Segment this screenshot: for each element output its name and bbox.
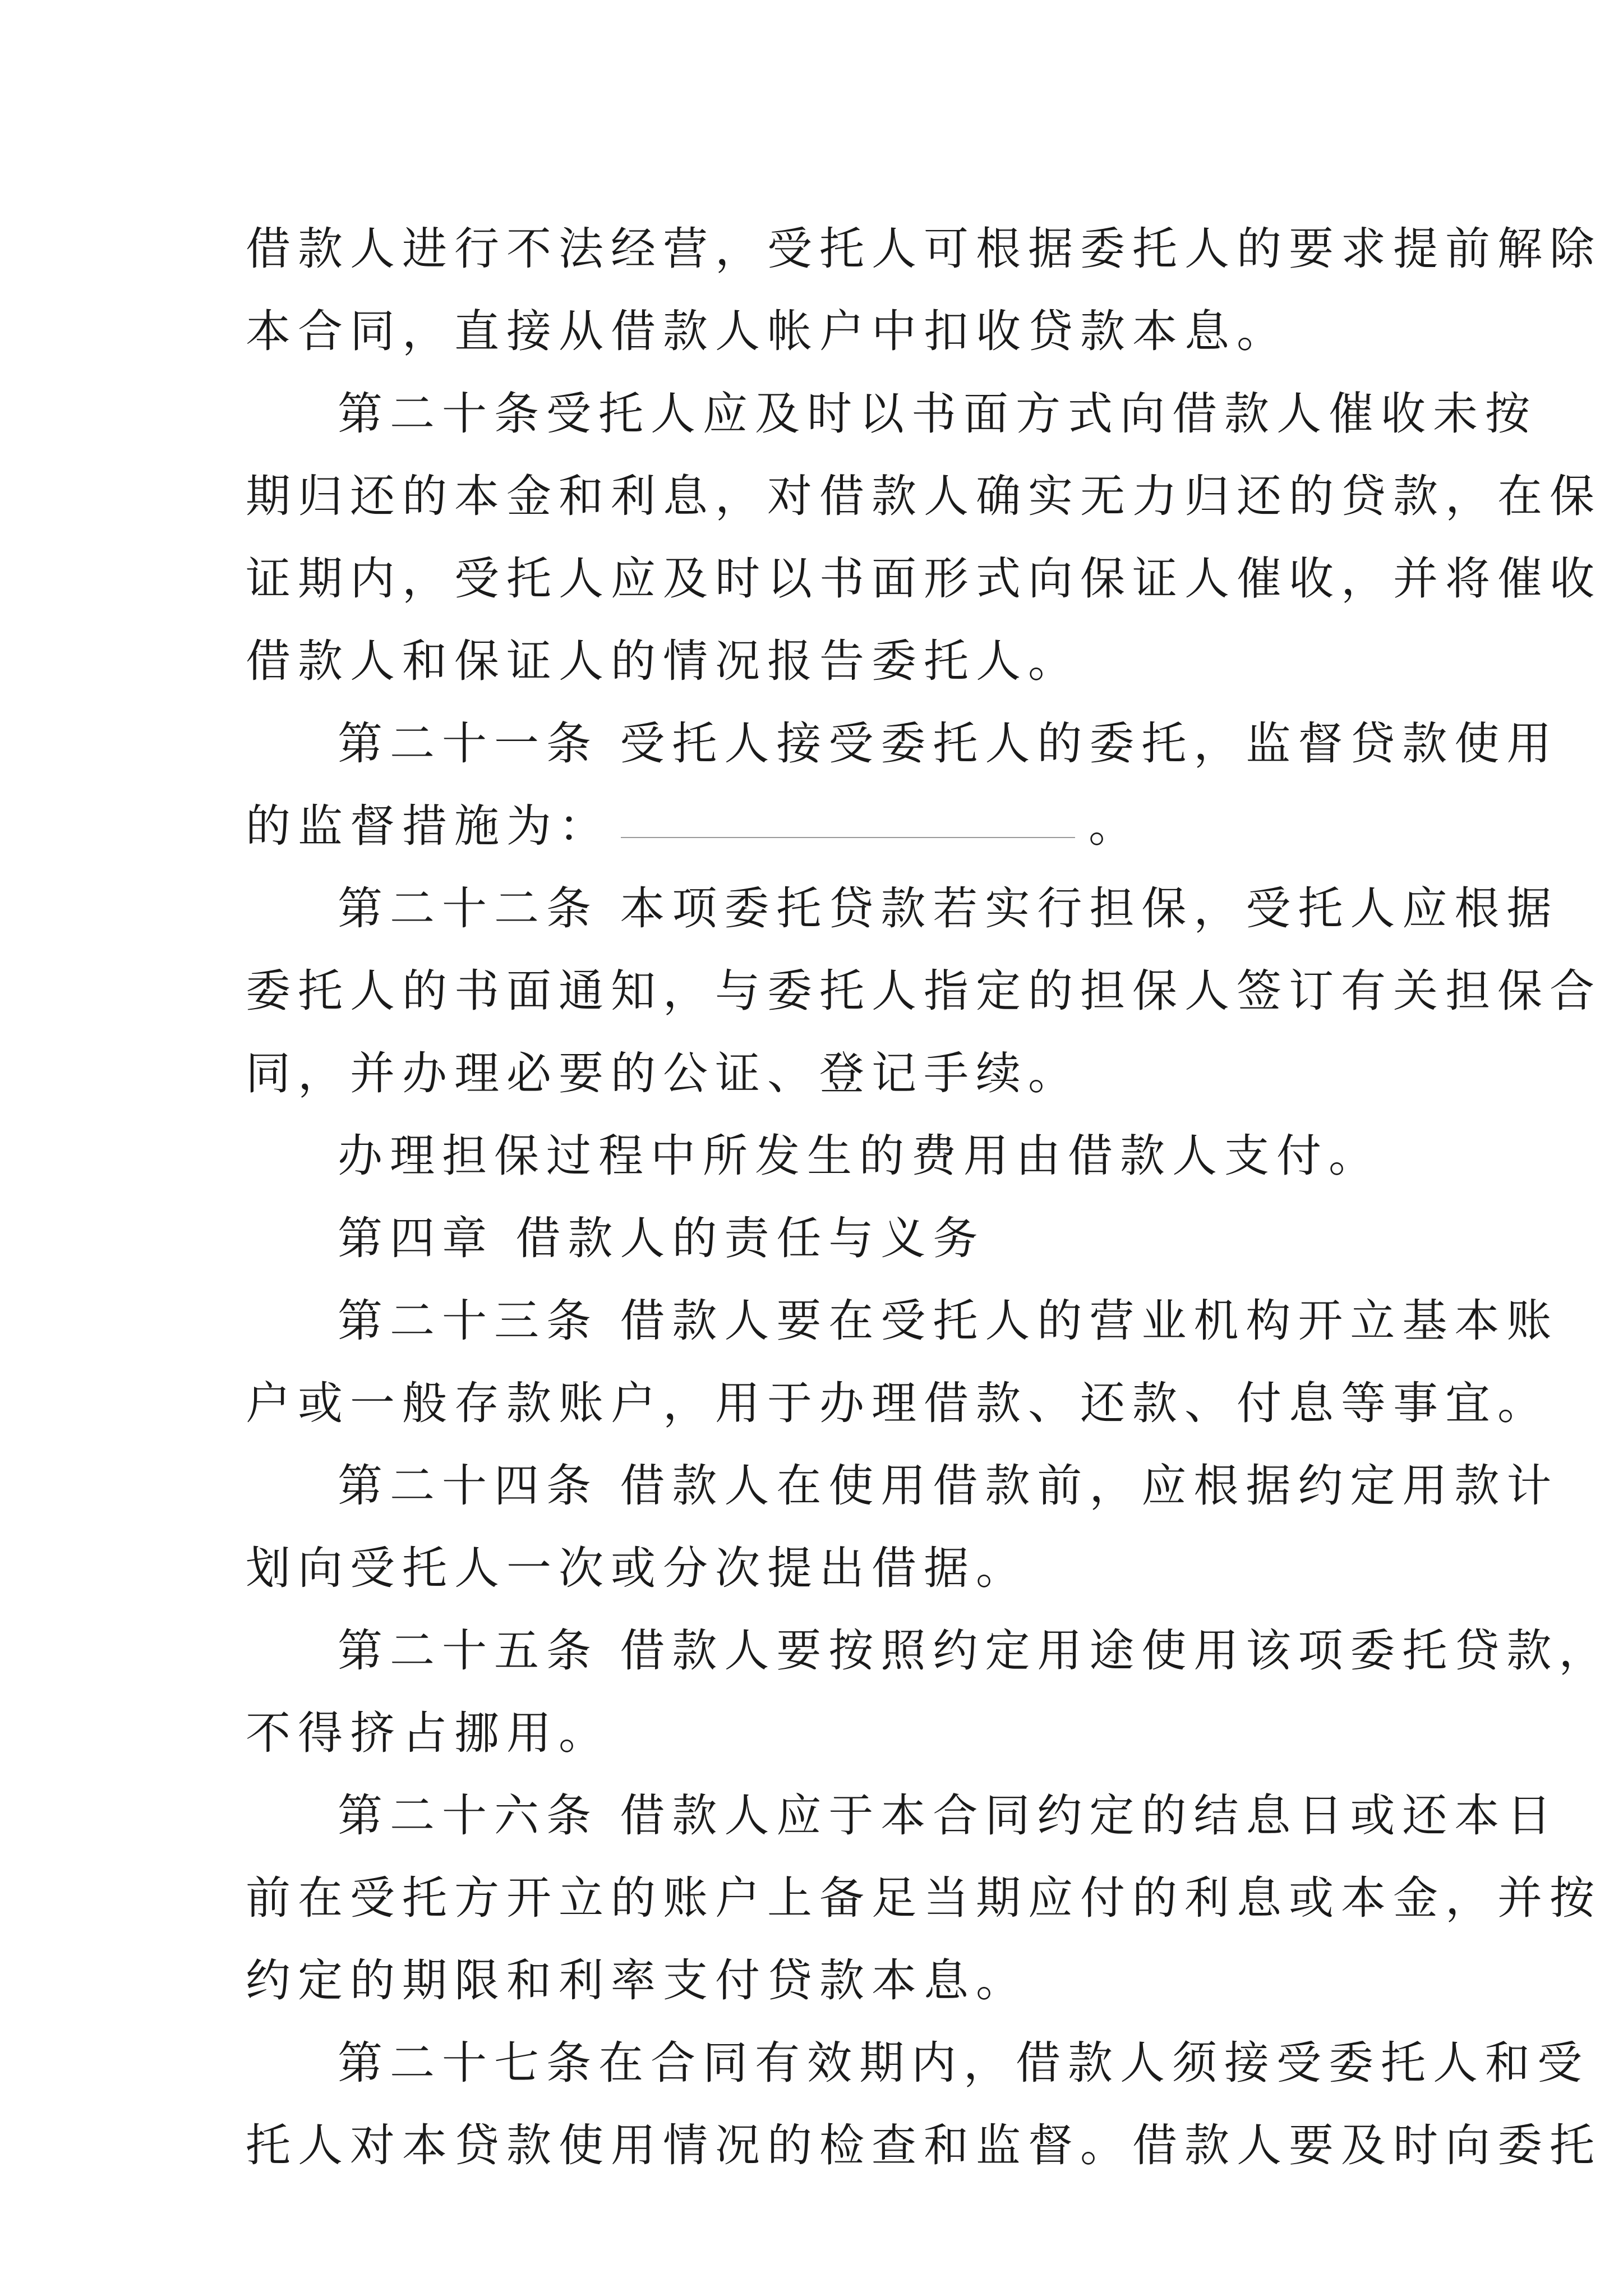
- article-24-start: 第二十四条 借款人在使用借款前，应根据约定用款计: [338, 1460, 1559, 1512]
- article-25-start: 第二十五条 借款人要按照约定用途使用该项委托贷款，: [338, 1625, 1611, 1677]
- text-line: 托人对本贷款使用情况的检查和监督。借款人要及时向委托: [246, 2119, 1602, 2171]
- text-line: 期归还的本金和利息，对借款人确实无力归还的贷款，在保: [246, 470, 1602, 522]
- article-27-start: 第二十七条在合同有效期内，借款人须接受委托人和受: [338, 2037, 1589, 2089]
- text-line: 借款人进行不法经营，受托人可根据委托人的要求提前解除: [246, 223, 1602, 275]
- text-line: 借款人和保证人的情况报告委托人。: [246, 635, 1080, 687]
- text-line: 划向受托人一次或分次提出借据。: [246, 1542, 1028, 1594]
- text-line: 前在受托方开立的账户上备足当期应付的利息或本金，并按: [246, 1872, 1602, 1924]
- text-line: 约定的期限和利率支付贷款本息。: [246, 1954, 1028, 2007]
- supervision-measures-line: [246, 785, 1373, 867]
- article-26-start: 第二十六条 借款人应于本合同约定的结息日或还本日: [338, 1789, 1559, 1842]
- chapter-4-heading: 第四章 借款人的责任与义务: [338, 1212, 985, 1264]
- guarantee-fee-paragraph: 办理担保过程中所发生的费用由借款人支付。: [338, 1130, 1381, 1182]
- fill-in-blank: [621, 837, 1075, 838]
- text-line: 不得挤占挪用。: [246, 1707, 611, 1759]
- text-line: 本合同，直接从借款人帐户中扣收贷款本息。: [246, 305, 1289, 357]
- text-line: 户或一般存款账户，用于办理借款、还款、付息等事宜。: [246, 1377, 1550, 1429]
- article-22-start: 第二十二条 本项委托贷款若实行担保，受托人应根据: [338, 882, 1559, 935]
- article-20-start: 第二十条受托人应及时以书面方式向借款人催收未按: [338, 388, 1537, 440]
- document-body: [246, 208, 1611, 2187]
- text-line: 同，并办理必要的公证、登记手续。: [246, 1047, 1080, 1099]
- text-line: 委托人的书面通知，与委托人指定的担保人签订有关担保合: [246, 965, 1602, 1017]
- sentence-end-mark: 。: [1089, 800, 1141, 852]
- article-23-start: 第二十三条 借款人要在受托人的营业机构开立基本账: [338, 1295, 1559, 1347]
- article-21-start: 第二十一条 受托人接受委托人的委托，监督贷款使用: [338, 717, 1559, 770]
- text-line: 证期内，受托人应及时以书面形式向保证人催收，并将催收: [246, 553, 1602, 605]
- supervision-measures-label: 的监督措施为：: [246, 800, 611, 852]
